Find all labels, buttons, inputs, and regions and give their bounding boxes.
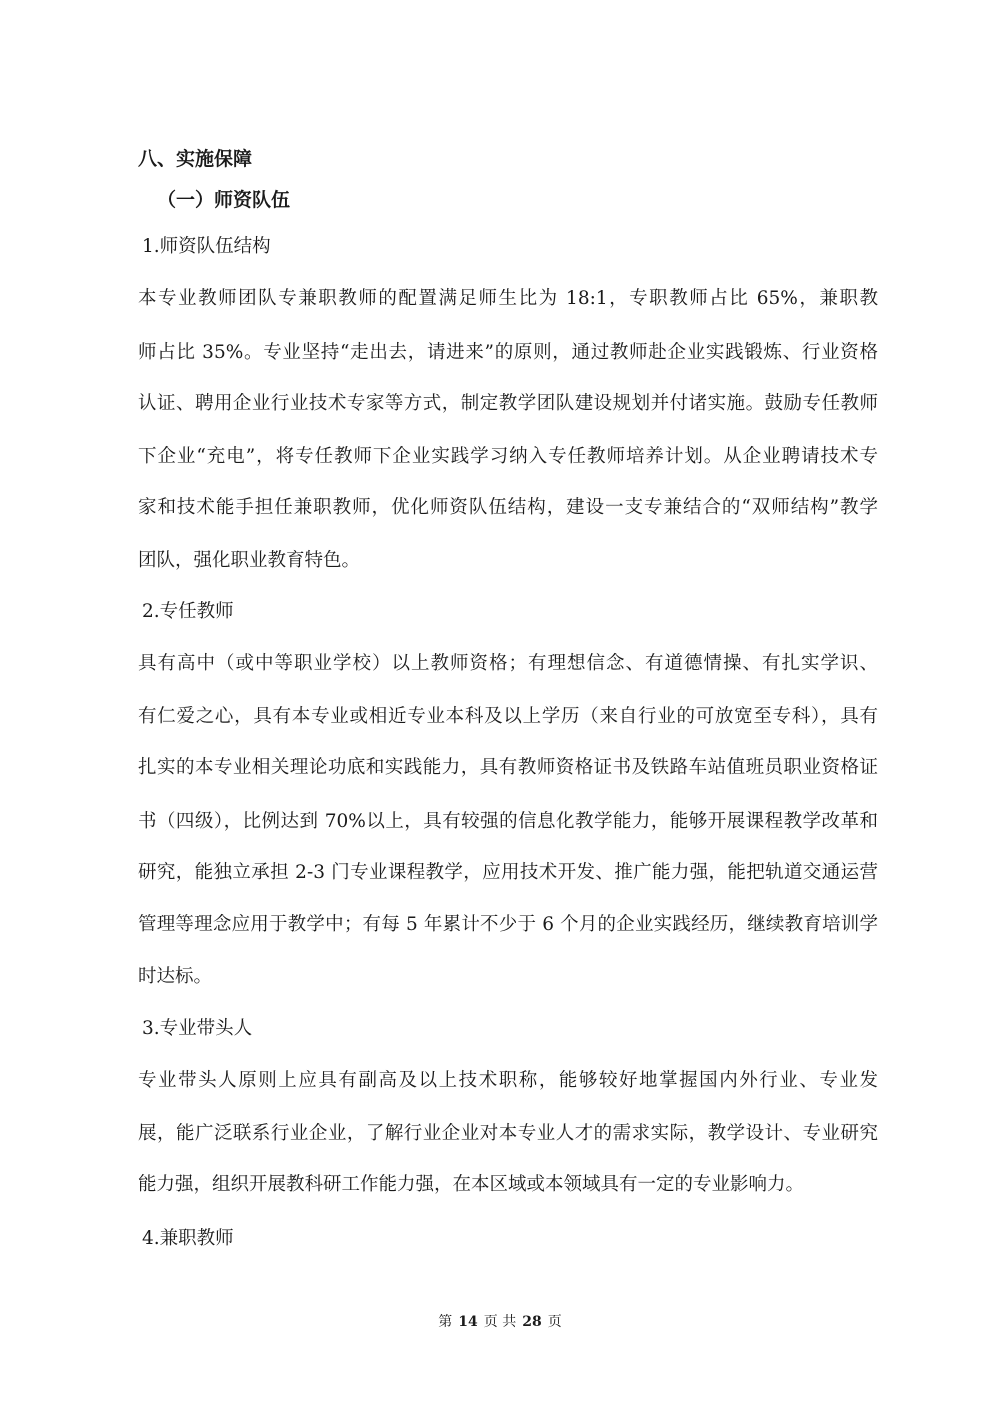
paragraph-line: 家和技术能手担任兼职教师，优化师资队伍结构，建设一支专兼结合的“双师结构”教学 [138, 497, 878, 518]
footer-prefix: 第 [438, 1314, 453, 1330]
paragraph-line: 展，能广泛联系行业企业，了解行业企业对本专业人才的需求实际，教学设计、专业研究 [138, 1123, 878, 1144]
paragraph-line: 下企业“充电”，将专任教师下企业实践学习纳入专任教师培养计划。从企业聘请技术专 [138, 446, 878, 467]
paragraph-line: 团队，强化职业教育特色。 [138, 550, 361, 571]
page-footer [0, 1312, 1000, 1332]
paragraph-line: 时达标。 [138, 966, 213, 987]
paragraph-line: 有仁爱之心，具有本专业或相近专业本科及以上学历（来自行业的可放宽至专科），具有 [138, 706, 878, 727]
paragraph-line: 扎实的本专业相关理论功底和实践能力，具有教师资格证书及铁路车站值班员职业资格证 [138, 757, 878, 778]
item-title: 4.兼职教师 [142, 1228, 234, 1249]
footer-middle: 页 共 [483, 1314, 517, 1330]
current-page-number: 14 [458, 1314, 478, 1330]
paragraph-line: 书（四级），比例达到 70%以上，具有较强的信息化教学能力，能够开展课程教学改革和 [138, 811, 878, 832]
item-title: 2.专任教师 [142, 601, 234, 622]
footer-suffix: 页 [547, 1314, 562, 1330]
paragraph-line: 本专业教师团队专兼职教师的配置满足师生比为 18:1，专职教师占比 65%，兼职教 [138, 288, 878, 309]
item-title: 3.专业带头人 [142, 1018, 253, 1039]
subsection-heading: （一）师资队伍 [157, 189, 291, 211]
total-page-number: 28 [522, 1314, 542, 1330]
paragraph-line: 认证、聘用企业行业技术专家等方式，制定教学团队建设规划并付诸实施。鼓励专任教师 [138, 393, 878, 414]
paragraph-line: 师占比 35%。专业坚持“走出去，请进来”的原则，通过教师赴企业实践锻炼、行业资格 [138, 342, 878, 363]
paragraph-line: 管理等理念应用于教学中；有每 5 年累计不少于 6 个月的企业实践经历，继续教育培训学 [138, 914, 878, 935]
paragraph-line: 具有高中（或中等职业学校）以上教师资格；有理想信念、有道德情操、有扎实学识、 [138, 653, 878, 674]
item-title: 1.师资队伍结构 [142, 236, 271, 257]
paragraph-line: 研究，能独立承担 2-3 门专业课程教学，应用技术开发、推广能力强，能把轨道交通运营 [138, 862, 878, 883]
paragraph-line: 专业带头人原则上应具有副高及以上技术职称，能够较好地掌握国内外行业、专业发 [138, 1070, 878, 1091]
paragraph-line: 能力强，组织开展教科研工作能力强，在本区域或本领域具有一定的专业影响力。 [138, 1174, 805, 1195]
section-heading: 八、实施保障 [138, 148, 253, 170]
